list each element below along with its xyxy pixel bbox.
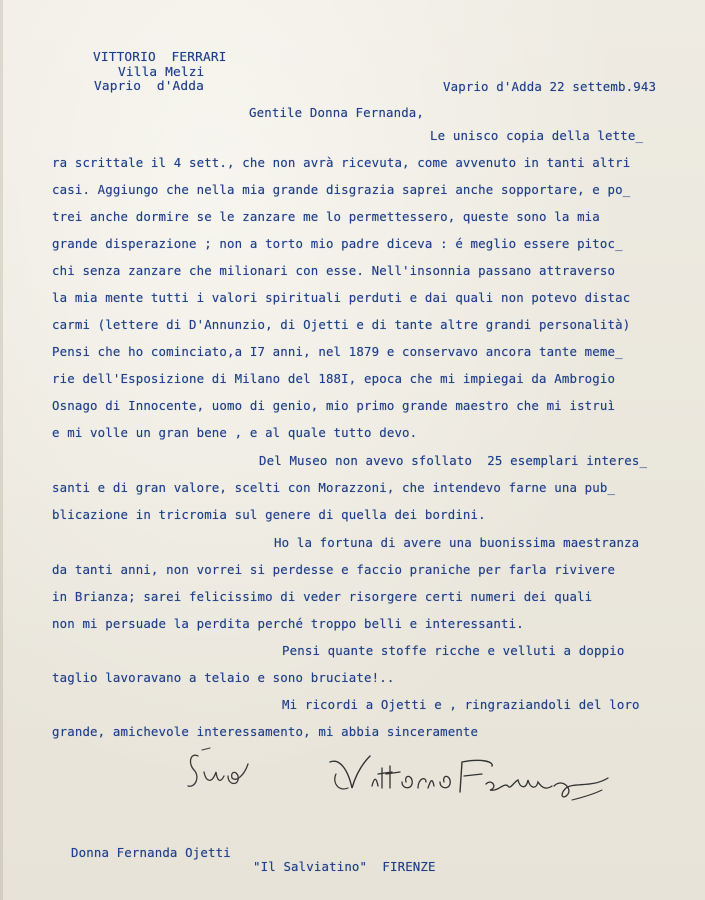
body-line: Ho la fortuna di avere una buonissima maestranza	[274, 535, 640, 550]
letterhead-villa: Villa Melzi	[118, 65, 205, 80]
recipient-name: Donna Fernanda Ojetti	[71, 845, 231, 860]
body-line: rie dell'Esposizione di Milano del 188I, epoca che mi impiegai da Ambrogio	[52, 371, 616, 386]
body-line: da tanti anni, non vorrei si perdesse e faccio praniche per farla rivivere	[52, 562, 616, 577]
recipient-place: "Il Salviatino" FIRENZE	[253, 859, 436, 874]
handwritten-signature	[322, 748, 612, 818]
body-line: trei anche dormire se le zanzare me lo permettessero, queste sono la mia	[52, 209, 600, 224]
body-line: Pensi che ho cominciato,a I7 anni, nel 1879 e conservavo ancora tante meme_	[52, 344, 623, 359]
date-line: Vaprio d'Adda 22 settemb.943	[443, 79, 657, 94]
body-line: Mi ricordi a Ojetti e , ringraziandoli del loro	[282, 697, 640, 712]
body-line: ra scrittale il 4 sett., che non avrà ricevuta, come avvenuto in tanti altri	[52, 155, 631, 170]
body-line: carmi (lettere di D'Annunzio, di Ojetti e di tante altre grandi personalità)	[52, 317, 631, 332]
letterhead-name: VITTORIO FERRARI	[93, 50, 227, 65]
closing-handwriting-icon	[184, 742, 264, 797]
body-line: grande, amichevole interessamento, mi abbia sinceramente	[52, 724, 479, 739]
body-line: Del Museo non avevo sfollato 25 esemplari interes_	[259, 453, 648, 468]
body-line: Pensi quante stoffe ricche e velluti a doppio	[282, 643, 625, 658]
body-line: Osnago di Innocente, uomo di genio, mio primo grande maestro che mi istruì	[52, 398, 616, 413]
salutation: Gentile Donna Fernanda,	[249, 105, 425, 120]
handwritten-closing	[184, 742, 264, 797]
body-line: chi senza zanzare che milionari con esse. Nell'insonnia passano attraverso	[52, 263, 616, 278]
body-line: la mia mente tutti i valori spirituali perduti e dai quali non potevo distac	[52, 290, 631, 305]
letterhead-town: Vaprio d'Adda	[94, 79, 204, 94]
paper-edge	[0, 0, 3, 900]
body-line: grande disperazione ; non a torto mio padre diceva : é meglio essere pitoc_	[52, 236, 623, 251]
body-line: taglio lavoravano a telaio e sono bruciate!..	[52, 670, 395, 685]
body-line: e mi volle un gran bene , e al quale tutto devo.	[52, 425, 418, 440]
body-line: blicazione in tricromia sul genere di quella dei bordini.	[52, 507, 486, 522]
signature-icon	[322, 748, 612, 818]
body-line: santi e di gran valore, scelti con Morazzoni, che intendevo farne una pub_	[52, 480, 616, 495]
body-line: Le unisco copia della lette_	[430, 128, 644, 143]
body-line: non mi persuade la perdita perché troppo belli e interessanti.	[52, 616, 524, 631]
body-line: in Brianza; sarei felicissimo di veder risorgere certi numeri dei quali	[52, 589, 593, 604]
body-line: casi. Aggiungo che nella mia grande disgrazia saprei anche sopportare, e po_	[52, 182, 631, 197]
